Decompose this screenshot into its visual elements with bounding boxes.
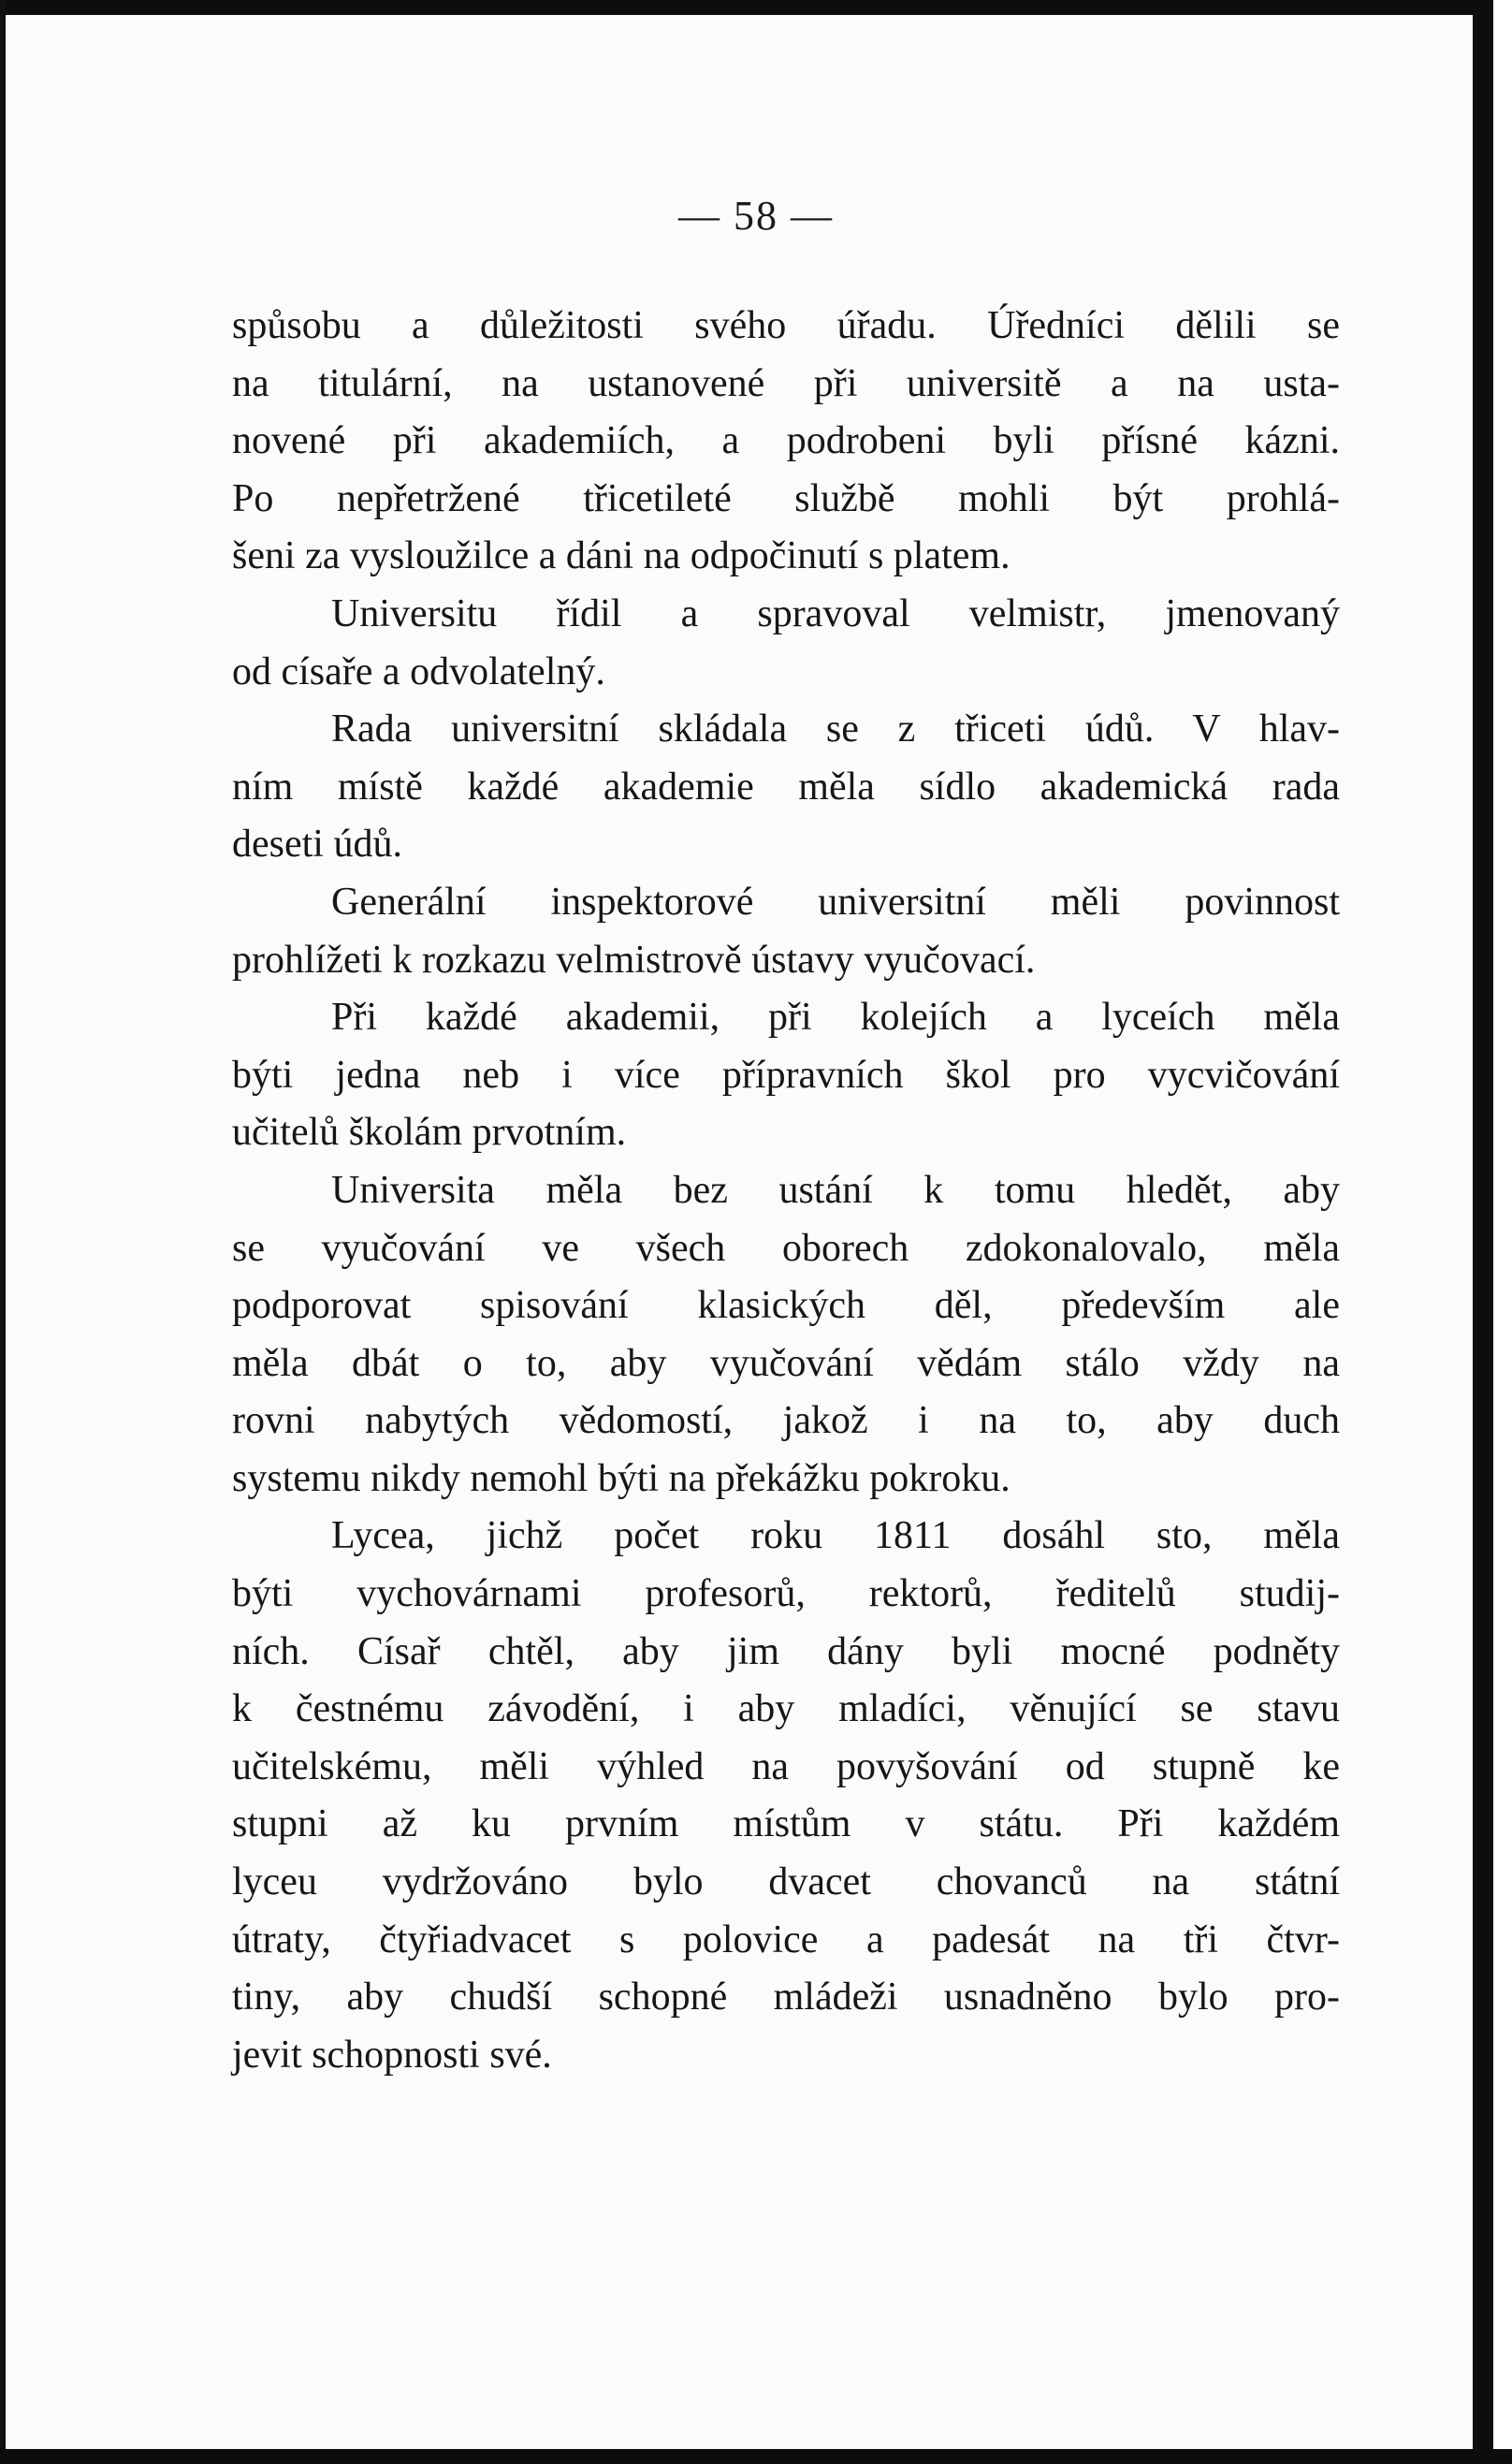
text-line: ním místě každé akademie měla sídlo akademická rada [232, 765, 1340, 809]
text-line: Při každé akademii, při kolejích a lyceích měla [331, 996, 1340, 1040]
text-line: rovni nabytých vědomostí, jakož i na to, aby duch [232, 1399, 1340, 1443]
text-line: Rada universitní skládala se z třiceti údů. V hlav- [331, 707, 1340, 751]
text-line: se vyučování ve všech oborech zdokonalovalo, měla [232, 1226, 1340, 1270]
scan-border-top [0, 0, 1512, 15]
page-number: — 58 — [678, 193, 834, 239]
text-line: prohlížeti k rozkazu velmistrově ústavy vyučovací. [232, 938, 1036, 982]
scan-border-bottom [0, 2449, 1512, 2464]
text-line: systemu nikdy nemohl býti na překážku pokroku. [232, 1456, 1010, 1500]
text-line: spůsobu a důležitosti svého úřadu. Úředníci dělili se [232, 304, 1340, 347]
text-line: novené při akademiích, a podrobeni byli přísné kázni. [232, 419, 1340, 463]
text-line: býti jedna neb i více přípravních škol pro vycvičování [232, 1053, 1340, 1097]
text-line: útraty, čtyřiadvacet s polovice a padesát na tři čtvr- [232, 1917, 1340, 1961]
text-line: stupni až ku prvním místům v státu. Při každém [232, 1802, 1340, 1846]
text-line: Universita měla bez ustání k tomu hledět, aby [331, 1168, 1340, 1212]
text-line: deseti údů. [232, 823, 402, 867]
text-line: ních. Císař chtěl, aby jim dány byli mocné podněty [232, 1629, 1340, 1673]
text-line: na titulární, na ustanovené při universitě a na usta- [232, 361, 1340, 405]
text-line: lyceu vydržováno bylo dvacet chovanců na státní [232, 1860, 1340, 1904]
text-line: býti vychovárnami profesorů, rektorů, ředitelů studij- [232, 1572, 1340, 1616]
text-line: Po nepřetržené třicetileté službě mohli být prohlá- [232, 476, 1340, 520]
text-line: Generální inspektorové universitní měli povinnost [331, 880, 1340, 924]
text-line: od císaře a odvolatelný. [232, 649, 605, 693]
text-line: podporovat spisování klasických děl, především ale [232, 1284, 1340, 1328]
text-line: Universitu řídil a spravoval velmistr, jmenovaný [331, 591, 1340, 635]
text-line: jevit schopnosti své. [232, 2033, 552, 2077]
scan-edge-right [1493, 0, 1512, 2464]
text-line: učitelskému, měli výhled na povyšování od stupně ke [232, 1744, 1340, 1788]
body-text [232, 298, 1340, 2084]
text-line: učitelů školám prvotním. [232, 1111, 627, 1155]
text-line: Lycea, jichž počet roku 1811 dosáhl sto, měla [331, 1514, 1340, 1558]
text-line: šeni za vysloužilce a dáni na odpočinutí s platem. [232, 534, 1010, 578]
text-line: tiny, aby chudší schopné mládeži usnadněno bylo pro- [232, 1976, 1340, 2019]
text-line: měla dbát o to, aby vyučování vědám stálo vždy na [232, 1341, 1340, 1385]
text-line: k čestnému závodění, i aby mladíci, věnující se stavu [232, 1687, 1340, 1731]
